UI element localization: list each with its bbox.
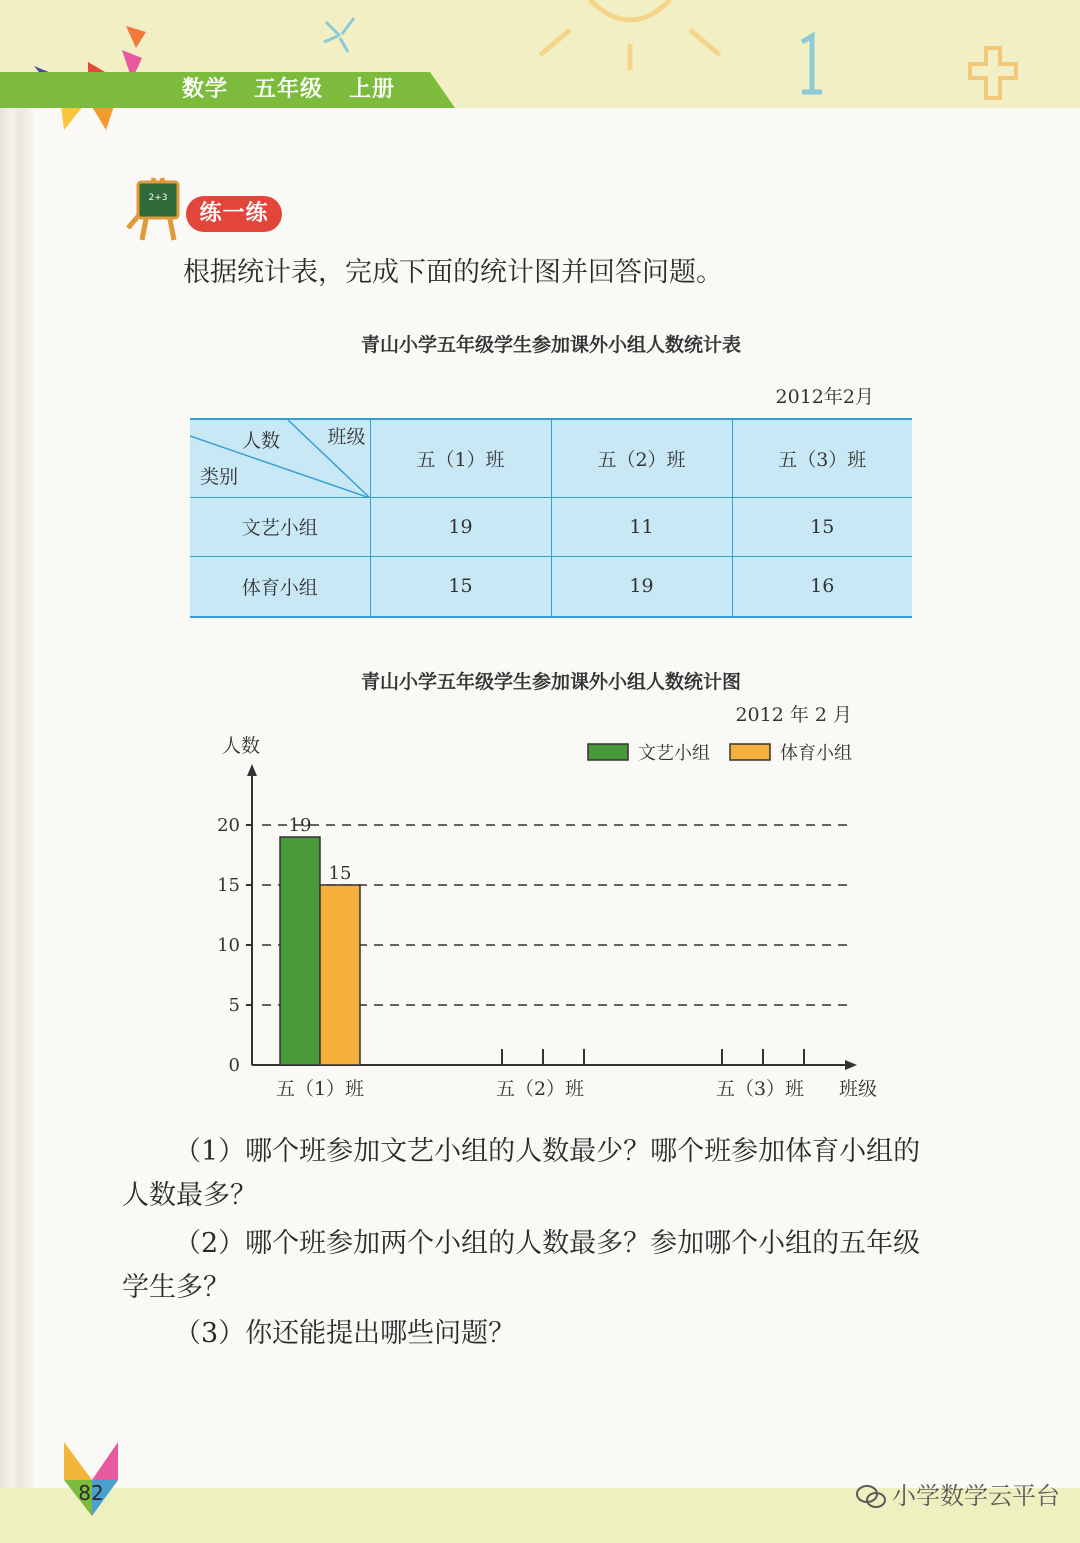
y-tick-label: 10	[217, 935, 240, 956]
watermark-text: 小学数学云平台	[892, 1482, 1060, 1510]
table-cell: 19	[551, 556, 732, 617]
y-tick-label: 15	[217, 875, 240, 896]
x-category-label: 五（3）班	[715, 1078, 805, 1100]
legend-label: 文艺小组	[638, 743, 710, 764]
legend-swatch	[588, 744, 628, 760]
book-title	[182, 74, 421, 106]
page-number: 82	[78, 1481, 104, 1505]
table-row	[190, 556, 912, 617]
y-axis-label: 人数	[222, 735, 261, 757]
table-cell: 16	[732, 556, 912, 617]
table-header-row	[190, 419, 912, 497]
volume-label: 上册	[349, 77, 396, 102]
table-row-label: 文艺小组	[190, 497, 370, 556]
y-tick-label: 0	[228, 1055, 240, 1076]
chart-title: 青山小学五年级学生参加课外小组人数统计图	[360, 671, 741, 693]
statistics-table	[190, 418, 912, 618]
plus-doodle-icon	[966, 44, 1020, 102]
table-corner-cell	[190, 419, 370, 497]
x-category-label: 五（1）班	[275, 1078, 365, 1100]
table-column-header: 五（3）班	[732, 419, 912, 497]
y-tick-label: 20	[217, 815, 240, 836]
bar-sports	[320, 885, 360, 1065]
question-2-line-2: 学生多？	[122, 1272, 230, 1303]
grade-label: 五年级	[254, 77, 324, 102]
data-label: 19	[288, 815, 312, 836]
page-binding-edge	[0, 0, 34, 1543]
question-1	[122, 1130, 992, 1218]
table-row	[190, 497, 912, 556]
table-cell: 19	[370, 497, 551, 556]
table-cell: 15	[370, 556, 551, 617]
question-1-line-2: 人数最多？	[122, 1180, 257, 1211]
legend-label: 体育小组	[780, 743, 852, 764]
data-label: 15	[328, 863, 352, 884]
corner-label-category: 类别	[200, 466, 239, 488]
question-3-line-1: （3）你还能提出哪些问题？	[174, 1318, 516, 1349]
question-3	[122, 1312, 992, 1356]
number-one-doodle-icon	[796, 32, 826, 98]
bar-chart	[200, 728, 900, 1118]
table-cell: 15	[732, 497, 912, 556]
subject-label: 数学	[182, 77, 229, 102]
watermark	[810, 1478, 1060, 1514]
table-date: 2012年2月	[775, 386, 874, 408]
table-column-header: 五（1）班	[370, 419, 551, 497]
corner-label-class: 班级	[327, 426, 366, 448]
table-column-header: 五（2）班	[551, 419, 732, 497]
question-2-line-1: （2）哪个班参加两个小组的人数最多？参加哪个小组的五年级	[174, 1228, 921, 1259]
x-category-label: 五（2）班	[495, 1078, 585, 1100]
chart-date: 2012 年 2 月	[735, 704, 852, 726]
y-axis-arrow	[247, 764, 257, 776]
sun-doodle-icon	[530, 0, 730, 70]
table-row-label: 体育小组	[190, 556, 370, 617]
table-title: 青山小学五年级学生参加课外小组人数统计表	[360, 334, 741, 356]
y-tick-label: 5	[228, 995, 240, 1016]
question-2	[122, 1222, 992, 1310]
wechat-icon	[856, 1484, 886, 1510]
bar-arts	[280, 837, 320, 1065]
practice-badge: 练一练	[186, 196, 282, 232]
corner-label-count: 人数	[242, 430, 281, 452]
svg-text:2+3: 2+3	[148, 193, 168, 203]
x-axis-label: 班级	[838, 1078, 878, 1100]
legend-swatch	[730, 744, 770, 760]
star-doodle-icon	[318, 14, 362, 54]
question-1-line-1: （1）哪个班参加文艺小组的人数最少？哪个班参加体育小组的	[174, 1136, 921, 1167]
table-cell: 11	[551, 497, 732, 556]
instruction-text: 根据统计表，完成下面的统计图并回答问题。	[183, 257, 723, 288]
chalkboard-easel-icon	[124, 170, 190, 242]
x-axis-arrow	[845, 1060, 857, 1070]
